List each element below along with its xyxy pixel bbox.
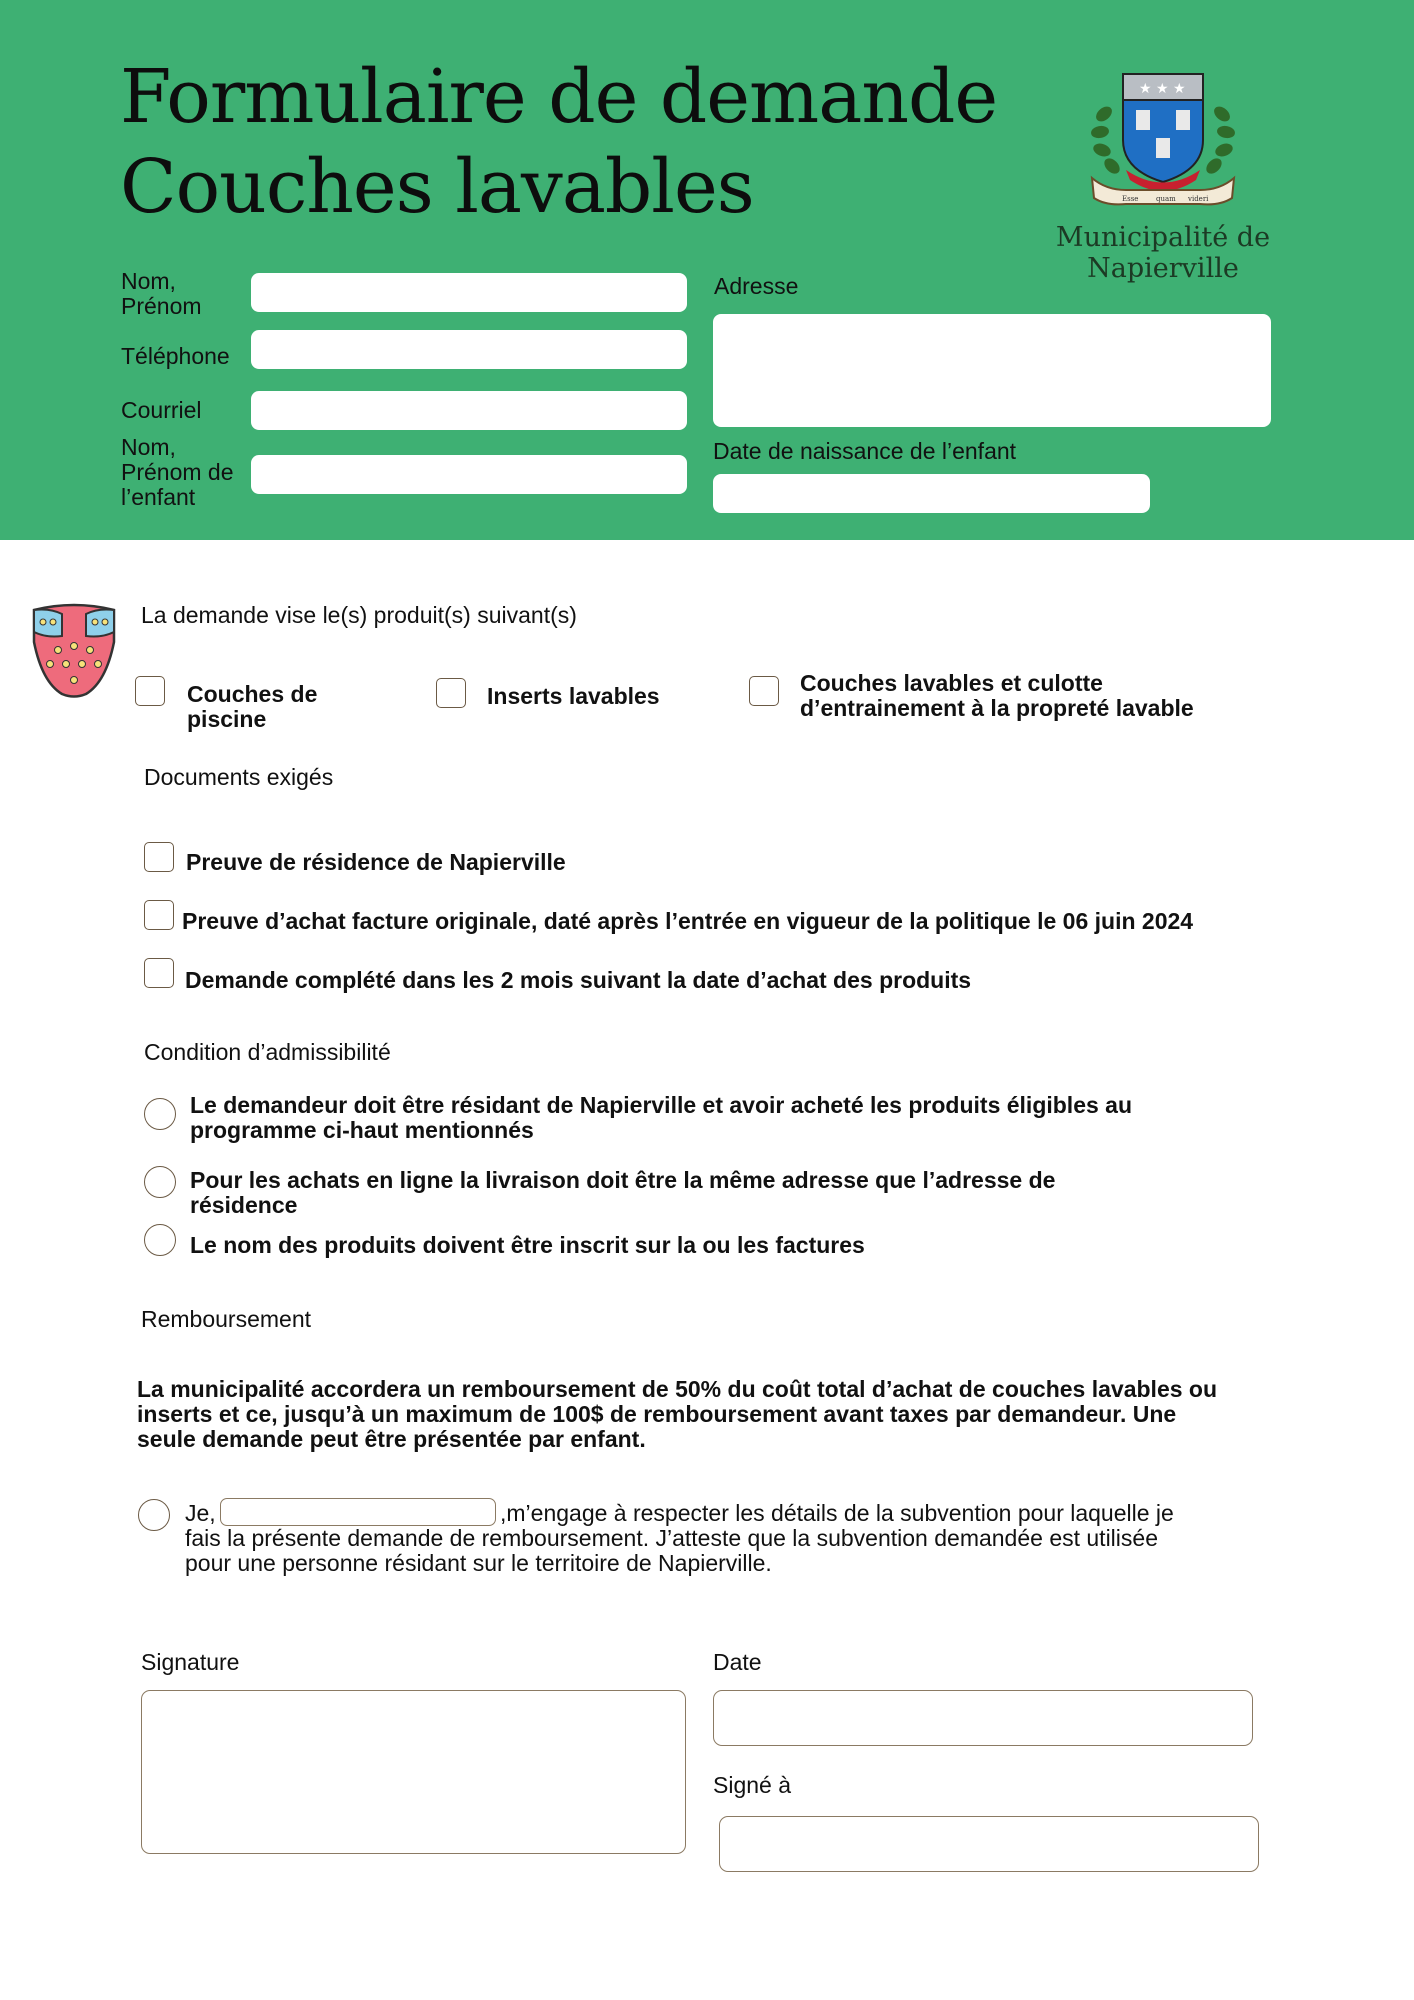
- engagement-text-line3: pour une personne résidant sur le territoire de Napierville.: [185, 1550, 772, 1576]
- produit-label-culotte-line2: d’entrainement à la propreté lavable: [800, 695, 1194, 721]
- engagement-name-field[interactable]: [220, 1498, 496, 1526]
- conditions-heading: Condition d’admissibilité: [144, 1039, 391, 1065]
- condition-label-livraison-line2: résidence: [190, 1192, 298, 1218]
- document-checkbox-delai[interactable]: [144, 958, 174, 988]
- adresse-field[interactable]: [713, 314, 1271, 427]
- produit-label-piscine-line1: Couches de: [187, 681, 318, 707]
- crest-motto-1: Esse: [1122, 195, 1139, 203]
- condition-radio-livraison[interactable]: [144, 1166, 176, 1198]
- diaper-icon: [28, 602, 120, 700]
- enfant-label-line2: Prénom de: [121, 459, 234, 485]
- engagement-prefix: Je,: [185, 1500, 216, 1526]
- condition-label-livraison-line1: Pour les achats en ligne la livraison doit être la même adresse que l’adresse de: [190, 1167, 1056, 1193]
- remboursement-text-line3: seule demande peut être présentée par enfant.: [137, 1426, 646, 1452]
- engagement-radio[interactable]: [138, 1499, 170, 1531]
- adresse-label: Adresse: [714, 273, 799, 299]
- date-label: Date: [713, 1649, 762, 1675]
- form-title-line2: Couches lavables: [120, 144, 754, 230]
- date-field[interactable]: [713, 1690, 1253, 1746]
- svg-text:★: ★: [1156, 81, 1169, 97]
- document-checkbox-facture[interactable]: [144, 900, 174, 930]
- nom-prenom-label-line2: Prénom: [121, 293, 202, 319]
- telephone-label: Téléphone: [121, 343, 230, 369]
- municipality-crest-logo: [1086, 70, 1240, 206]
- produit-checkbox-inserts[interactable]: [436, 678, 466, 708]
- enfant-label-line1: Nom,: [121, 434, 176, 460]
- enfant-label-line3: l’enfant: [121, 484, 196, 510]
- remboursement-text-line2: inserts et ce, jusqu’à un maximum de 100$ de remboursement avant taxes par demandeur. Une: [137, 1401, 1177, 1427]
- remboursement-text-line1: La municipalité accordera un remboursement de 50% du coût total d’achat de couches lavables ou: [137, 1376, 1218, 1402]
- nom-prenom-label-line1: Nom,: [121, 268, 176, 294]
- enfant-nom-field[interactable]: [251, 455, 687, 494]
- courriel-label: Courriel: [121, 397, 202, 423]
- engagement-text-line2: fais la présente demande de remboursement. J’atteste que la subvention demandée est utilisée: [185, 1525, 1158, 1551]
- condition-label-residant-line2: programme ci-haut mentionnés: [190, 1117, 534, 1143]
- condition-radio-residant[interactable]: [144, 1098, 176, 1130]
- telephone-field[interactable]: [251, 330, 687, 369]
- document-label-residence: Preuve de résidence de Napierville: [186, 849, 566, 875]
- svg-text:★: ★: [1173, 81, 1186, 97]
- document-label-delai: Demande complété dans les 2 mois suivant la date d’achat des produits: [185, 967, 972, 993]
- document-label-facture: Preuve d’achat facture originale, daté après l’entrée en vigueur de la politique le 06 juin 2024: [182, 908, 1194, 934]
- remboursement-heading: Remboursement: [141, 1306, 312, 1332]
- condition-label-factures: Le nom des produits doivent être inscrit sur la ou les factures: [190, 1232, 865, 1258]
- produit-label-piscine-line2: piscine: [187, 706, 267, 732]
- date-naissance-label: Date de naissance de l’enfant: [713, 438, 1017, 464]
- condition-label-residant-line1: Le demandeur doit être résidant de Napierville et avoir acheté les produits éligibles au: [190, 1092, 1133, 1118]
- nom-prenom-field[interactable]: [251, 273, 687, 312]
- signe-a-field[interactable]: [719, 1816, 1259, 1872]
- signe-a-label: Signé à: [713, 1772, 792, 1798]
- form-title-line1: Formulaire de demande: [120, 54, 998, 140]
- document-checkbox-residence[interactable]: [144, 842, 174, 872]
- courriel-field[interactable]: [251, 391, 687, 430]
- produits-heading: La demande vise le(s) produit(s) suivant(s): [141, 602, 577, 628]
- engagement-text-line1: ,m’engage à respecter les détails de la subvention pour laquelle je: [500, 1500, 1174, 1526]
- crest-motto-3: videri: [1188, 195, 1209, 203]
- produit-checkbox-piscine[interactable]: [135, 676, 165, 706]
- svg-text:★: ★: [1139, 81, 1152, 97]
- produit-checkbox-culotte[interactable]: [749, 676, 779, 706]
- signature-label: Signature: [141, 1649, 240, 1675]
- municipality-name-line2: Napierville: [1087, 253, 1239, 284]
- produit-label-culotte-line1: Couches lavables et culotte: [800, 670, 1103, 696]
- date-naissance-field[interactable]: [713, 474, 1150, 513]
- condition-radio-factures[interactable]: [144, 1224, 176, 1256]
- documents-heading: Documents exigés: [144, 764, 334, 790]
- produit-label-inserts: Inserts lavables: [487, 683, 660, 709]
- crest-motto-2: quam: [1156, 195, 1176, 203]
- municipality-name-line1: Municipalité de: [1055, 222, 1271, 253]
- signature-field[interactable]: [141, 1690, 686, 1854]
